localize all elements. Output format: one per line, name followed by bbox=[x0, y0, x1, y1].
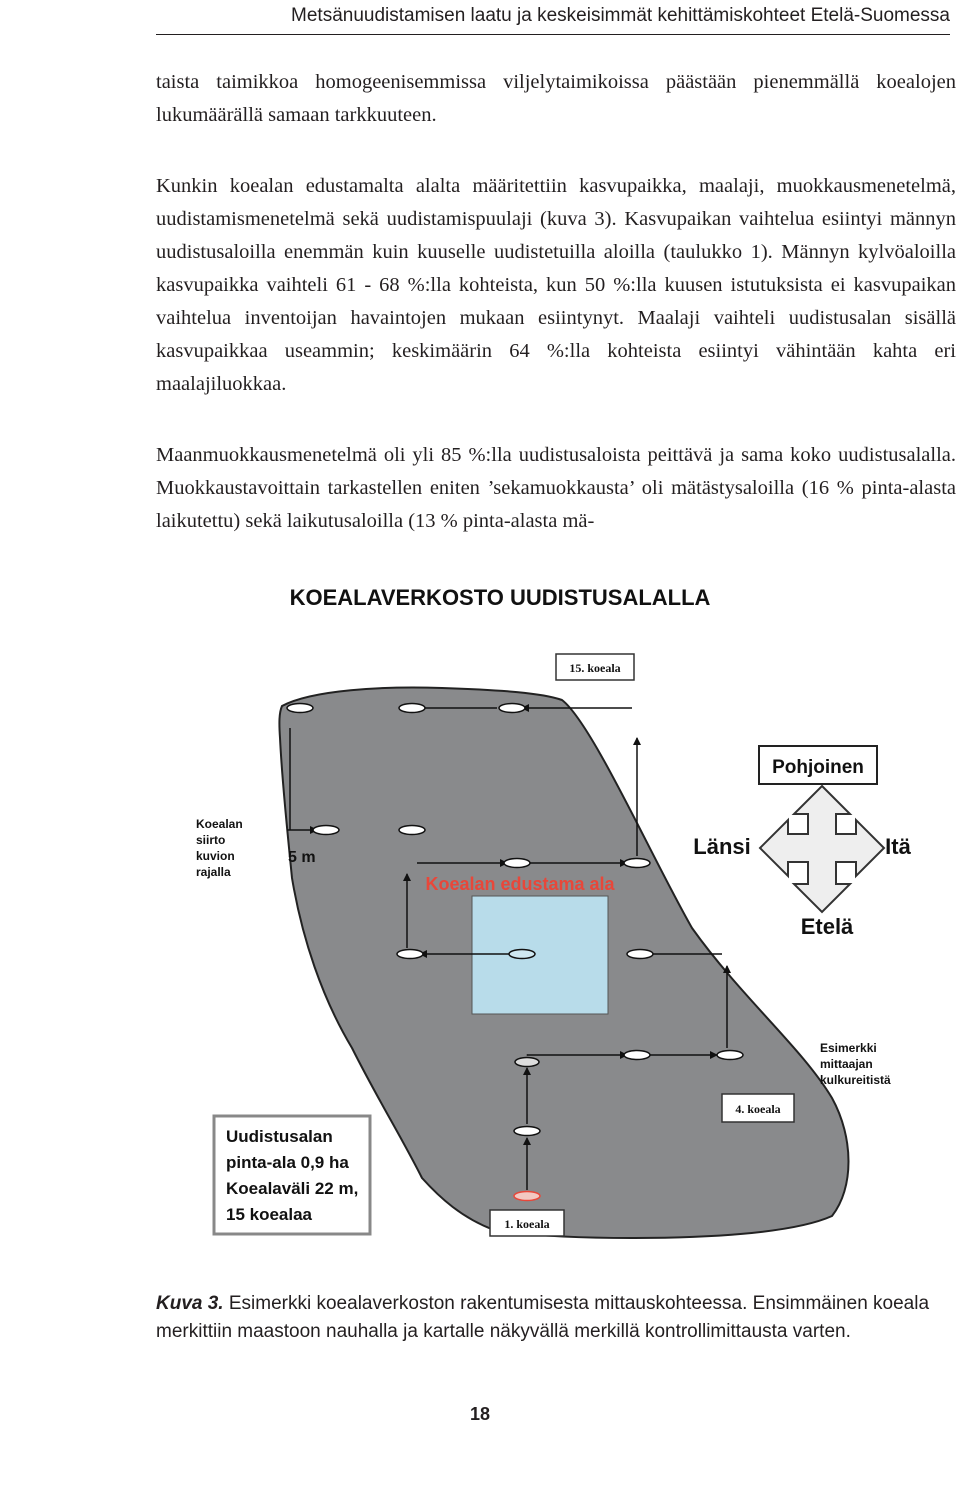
svg-text:Koealaväli 22 m,: Koealaväli 22 m, bbox=[226, 1179, 359, 1198]
svg-text:Koealan: Koealan bbox=[196, 817, 243, 831]
represented-area-square bbox=[472, 896, 608, 1014]
plot-shift-note bbox=[196, 817, 243, 879]
figure-sample-plot-network bbox=[182, 578, 930, 1250]
label-1-koeala bbox=[490, 1210, 564, 1236]
svg-text:1. koeala: 1. koeala bbox=[504, 1217, 550, 1231]
running-header: Metsänuudistamisen laatu ja keskeisimmät kehittämiskohteet Etelä-Suomessa bbox=[156, 0, 950, 35]
compass-arrows-icon bbox=[760, 786, 884, 912]
paragraph-text: Maanmuokkausmenetelmä oli yli 85 %:lla uudistusaloista peittävä ja sama koko uudistusalalla. Muokkaustavoittain tarkastellen eniten ’sekamuokkausta’ oli mätästysaloilla (16 % pinta-alasta laikutettu) sekä laikutusaloilla (13 % pinta-alasta mä- bbox=[156, 444, 956, 532]
compass-rose bbox=[693, 746, 911, 939]
figure-diagram bbox=[182, 578, 930, 1250]
area-info-box bbox=[214, 1116, 370, 1234]
paragraph-text: taista taimikkoa homogeenisemmissa viljelytaimikoissa päästään pienemmällä koealojen lukumäärällä samaan tarkkuuteen. bbox=[156, 71, 956, 126]
route-note bbox=[820, 1041, 891, 1087]
compass-west: Länsi bbox=[693, 834, 751, 859]
page-number: 18 bbox=[469, 1404, 491, 1424]
caption-label: Kuva 3. bbox=[156, 1293, 224, 1314]
compass-north: Pohjoinen bbox=[772, 757, 864, 778]
svg-text:mittaajan: mittaajan bbox=[820, 1057, 873, 1071]
svg-text:15 koealaa: 15 koealaa bbox=[226, 1205, 313, 1224]
caption-text: Esimerkki koealaverkoston rakentumisesta mittauskohteessa. Ensimmäinen koeala merkittiin maastoon nauhalla ja kartalle näkyvällä merkillä kontrollimittausta varten. bbox=[156, 1293, 930, 1342]
label-15-koeala bbox=[556, 654, 634, 680]
svg-text:Esimerkki: Esimerkki bbox=[820, 1041, 877, 1055]
compass-east: Itä bbox=[885, 834, 911, 859]
label-4-koeala bbox=[722, 1094, 794, 1122]
paragraph-text: Kunkin koealan edustamalta alalta määritettiin kasvupaikka, maalaji, muokkausmenetelmä, uudistamismenetelmä sekä uudistamispuulaji (kuva 3). Kasvupaikan vaihtelua esiintyi männyn uudistusaloilla enemmän kuin kuuselle uudistetuilla aloilla (taulukko 1). Männyn kylvöaloilla kasvupaikka vaihteli 61 - 68 %:lla kohteista, kun 50 %:lla kuusen istutuksista ei kasvupaikan vaihtelua inventoijan havaintojen mukaan esiintynyt. Maalaji vaihteli uudistusalan sisällä kasvupaikkaa useammin; keskimäärin 64 %:lla kohteista esiintyi vähintään kahta eri maalajiluokkaa. bbox=[156, 175, 956, 395]
figure-caption bbox=[156, 1290, 956, 1346]
svg-text:rajalla: rajalla bbox=[196, 865, 231, 879]
body-paragraph-1 bbox=[156, 66, 956, 156]
svg-text:15. koeala: 15. koeala bbox=[569, 661, 621, 675]
shift-distance: 5 m bbox=[288, 849, 316, 866]
figure-title: KOEALAVERKOSTO UUDISTUSALALLA bbox=[289, 585, 711, 610]
svg-text:pinta-ala 0,9 ha: pinta-ala 0,9 ha bbox=[226, 1153, 349, 1172]
svg-text:kulkureitistä: kulkureitistä bbox=[820, 1073, 891, 1087]
svg-text:kuvion: kuvion bbox=[196, 849, 235, 863]
body-paragraph-2 bbox=[156, 170, 956, 425]
svg-text:4. koeala: 4. koeala bbox=[735, 1102, 781, 1116]
svg-text:Uudistusalan: Uudistusalan bbox=[226, 1127, 333, 1146]
body-paragraph-3 bbox=[156, 439, 956, 562]
represented-area-label: Koealan edustama ala bbox=[425, 874, 615, 894]
compass-south: Etelä bbox=[800, 914, 854, 939]
svg-text:siirto: siirto bbox=[196, 833, 226, 847]
